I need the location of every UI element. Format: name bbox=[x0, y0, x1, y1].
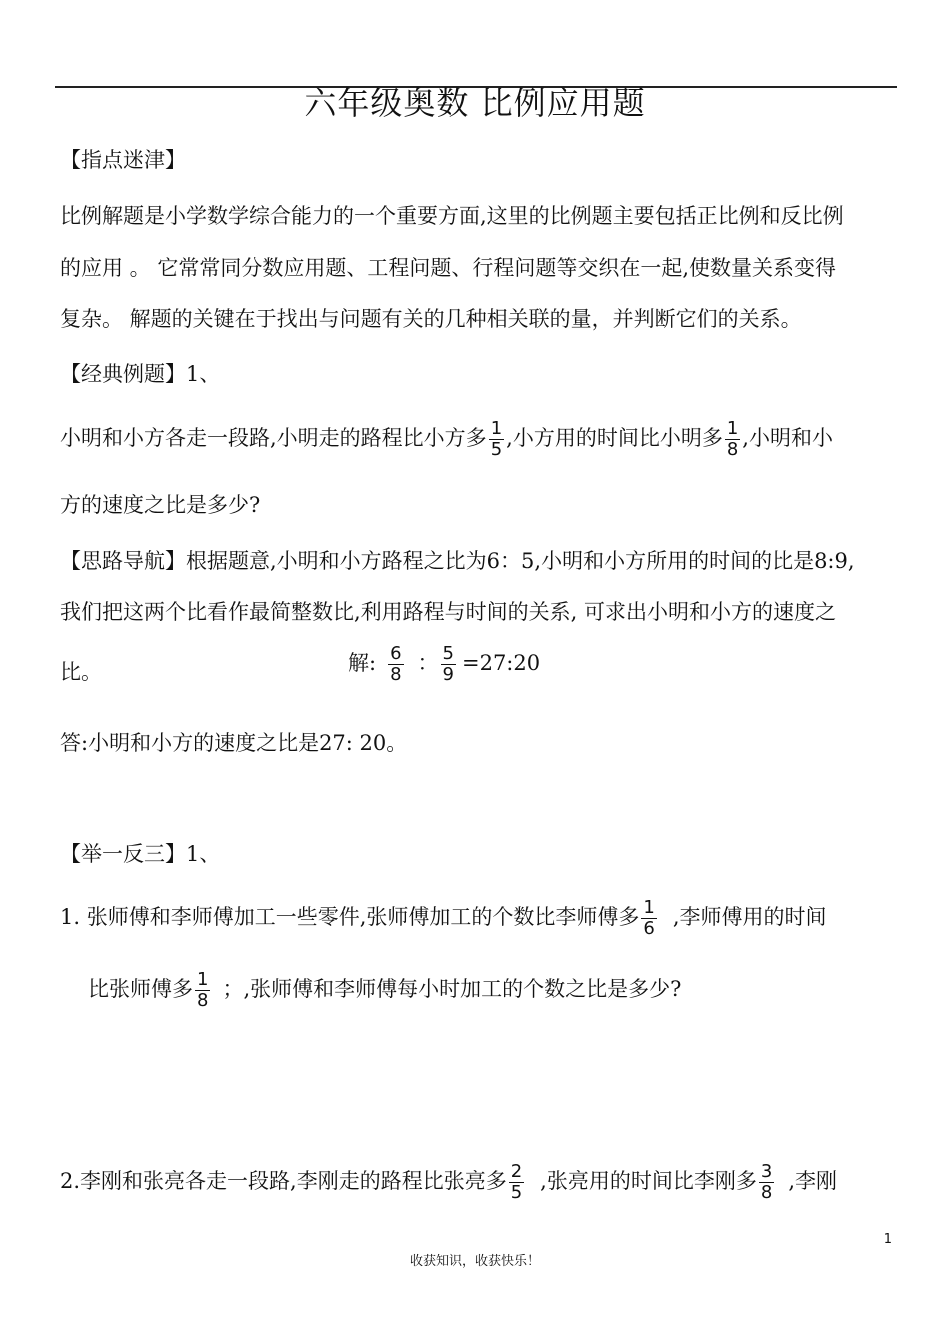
q1-text-b: ,李师傅用的时间 bbox=[672, 905, 827, 929]
fraction: $\frac{1}{8}$ bbox=[726, 418, 739, 460]
question-1-line-2 bbox=[88, 970, 681, 1011]
fraction: $\frac{1}{6}$ bbox=[643, 897, 655, 939]
example-header: 【经典例题】1、 bbox=[60, 362, 221, 386]
fraction: $\frac{5}{9}$ bbox=[442, 643, 454, 685]
example-text-b: ,小方用的时间比小明多 bbox=[506, 426, 723, 450]
intro-line-3: 复杂。 解题的关键在于找出与问题有关的几种相关联的量，并判断它们的关系。 bbox=[60, 307, 802, 331]
page-title: 六年级奥数 比例应用题 bbox=[304, 84, 646, 122]
solution-label: 解: bbox=[348, 651, 377, 675]
fraction: $\frac{2}{5}$ bbox=[510, 1161, 523, 1203]
q2-text-b: ,张亮用的时间比李刚多 bbox=[540, 1169, 757, 1193]
page-number: 1 bbox=[883, 1232, 892, 1247]
example-line-2: 方的速度之比是多少? bbox=[60, 493, 261, 517]
question-2-line-1 bbox=[60, 1162, 837, 1203]
fraction: $\frac{6}{8}$ bbox=[390, 643, 402, 685]
answer: 答:小明和小方的速度之比是27: 20。 bbox=[60, 731, 408, 755]
footer-slogan: 收获知识，收获快乐！ bbox=[409, 1254, 540, 1269]
q1-text-a: 1. 张师傅和李师傅加工一些零件,张师傅加工的个数比李师傅多 bbox=[60, 905, 640, 929]
guide-line-1: 【思路导航】根据题意,小明和小方路程之比为6：5,小明和小方所用的时间的比是8:9, bbox=[60, 549, 855, 573]
example-text-c: ,小明和小 bbox=[742, 426, 833, 450]
intro-line-1: 比例解题是小学数学综合能力的一个重要方面,这里的比例题主要包括正比例和反比例 bbox=[60, 204, 844, 228]
solution bbox=[348, 644, 540, 685]
q2-text-a: 2.李刚和张亮各走一段路,李刚走的路程比张亮多 bbox=[60, 1169, 507, 1193]
solution-colon: ： bbox=[417, 651, 439, 675]
fraction: $\frac{3}{8}$ bbox=[760, 1161, 773, 1203]
guide-line-2: 我们把这两个比看作最简整数比,利用路程与时间的关系, 可求出小明和小方的速度之 bbox=[60, 600, 837, 624]
practice-header: 【举一反三】1、 bbox=[60, 842, 221, 866]
example-line-1 bbox=[60, 419, 833, 460]
fraction: $\frac{1}{5}$ bbox=[490, 418, 503, 460]
q1-text-c: 比张师傅多 bbox=[88, 977, 193, 1001]
q1-text-d: ；,张师傅和李师傅每小时加工的个数之比是多少? bbox=[222, 977, 682, 1001]
q2-text-c: ,李刚 bbox=[788, 1169, 837, 1193]
solution-result: =27:20 bbox=[461, 651, 541, 675]
tip-header: 【指点迷津】 bbox=[60, 148, 186, 172]
example-text-a: 小明和小方各走一段路,小明走的路程比小方多 bbox=[60, 426, 487, 450]
intro-line-2: 的应用 。 它常常同分数应用题、工程问题、行程问题等交织在一起,使数量关系变得 bbox=[60, 256, 837, 280]
fraction: $\frac{1}{8}$ bbox=[197, 969, 209, 1011]
question-1-line-1 bbox=[60, 898, 827, 939]
guide-line-3: 比。 bbox=[60, 660, 102, 684]
